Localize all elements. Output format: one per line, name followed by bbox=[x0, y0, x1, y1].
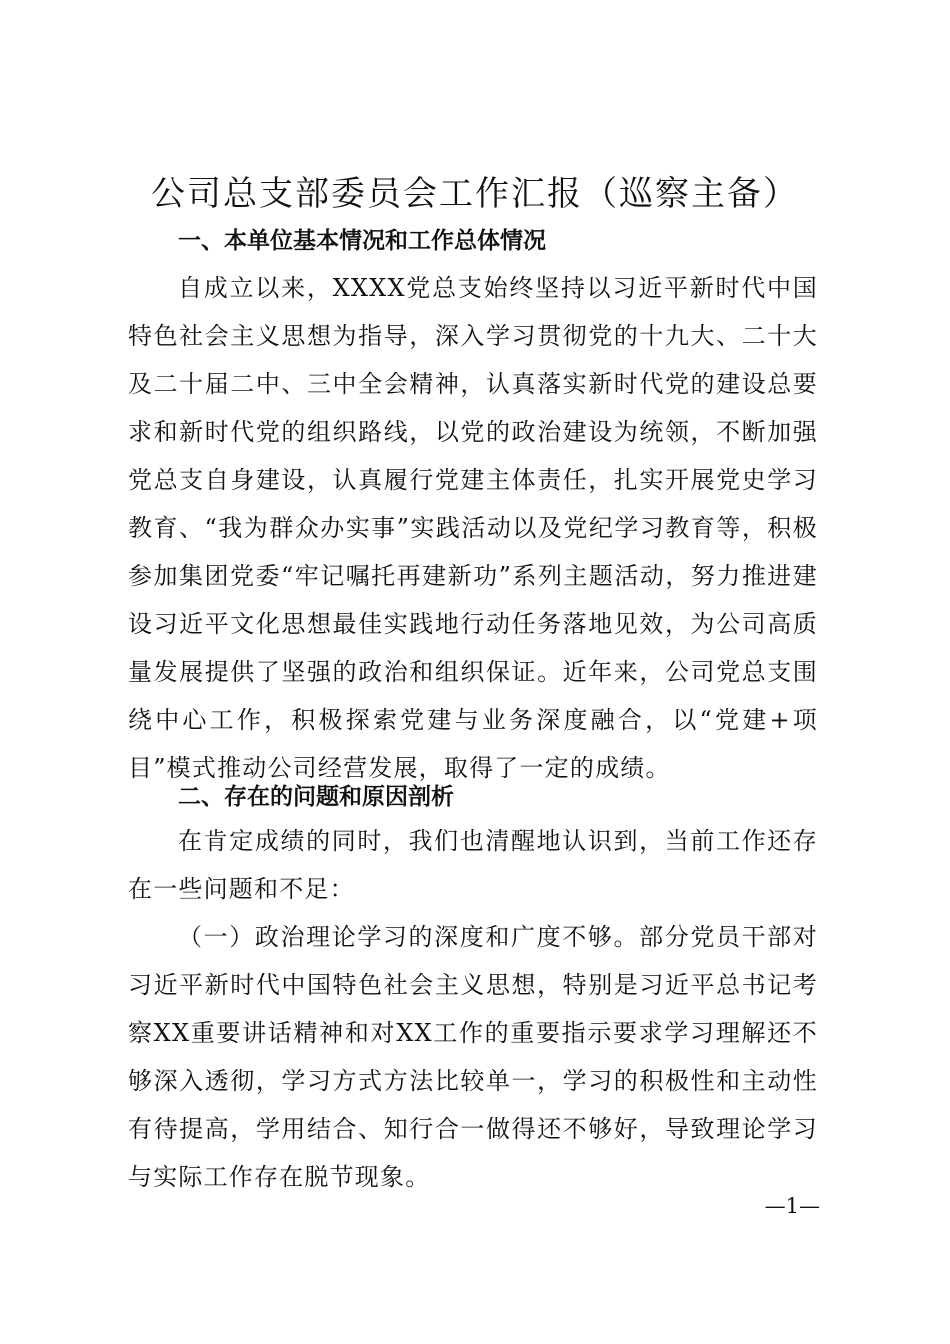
page-number: —1— bbox=[764, 1194, 820, 1218]
section-item-political-study: （一）政治理论学习的深度和广度不够。部分党员干部对习近平新时代中国特色社会主义思想，特别是习近平总书记考察XX重要讲话精神和对XX工作的重要指示要求学习理解还不够深入透彻，学习方式方法比较单一，学习的积极性和主动性有待提高，学用结合、知行合一做得还不够好，导致理论学习与实际工作存在脱节现象。 bbox=[128, 923, 818, 1191]
document-title: 公司总支部委员会工作汇报（巡察主备） bbox=[151, 174, 799, 214]
section-intro-problems: 在肯定成绩的同时，我们也清醒地认识到，当前工作还存在一些问题和不足： bbox=[128, 827, 818, 903]
section-heading-problems: 二、存在的问题和原因剖析 bbox=[178, 784, 454, 810]
section-paragraph-basic-situation: 自成立以来，XXXX党总支始终坚持以习近平新时代中国特色社会主义思想为指导，深入学习贯彻党的十九大、二十大及二十届二中、三中全会精神，认真落实新时代党的建设总要求和新时代党的组织路线，以党的政治建设为统领，不断加强党总支自身建设，认真履行党建主体责任，扎实开展党史学习教育、“我为群众办实事”实践活动以及党纪学习教育等，积极参加集团党委“牢记嘱托再建新功”系列主题活动，努力推进建设习近平文化思想最佳实践地行动任务落地见效，为公司高质量发展提供了坚强的政治和组织保证。近年来，公司党总支围绕中心工作，积极探索党建与业务深度融合，以“党建+项目”模式推动公司经营发展，取得了一定的成绩。 bbox=[128, 274, 818, 782]
section-heading-basic-situation: 一、本单位基本情况和工作总体情况 bbox=[178, 228, 546, 254]
